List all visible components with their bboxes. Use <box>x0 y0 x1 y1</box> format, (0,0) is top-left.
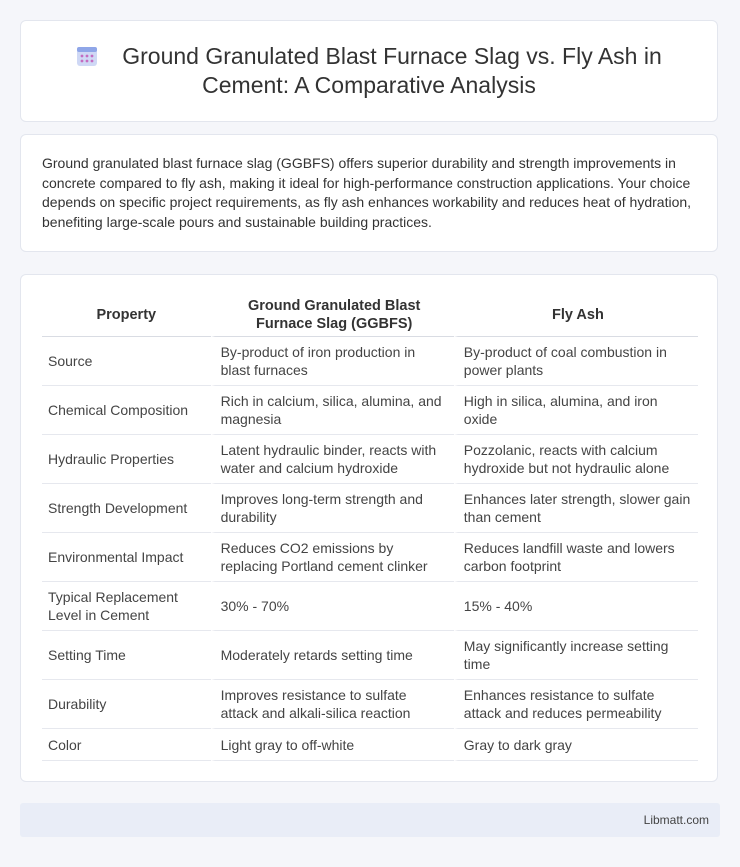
footer-site-link[interactable]: Libmatt.com <box>643 813 709 827</box>
table-row <box>42 631 698 680</box>
title-card <box>20 20 718 122</box>
fly-ash-cell: By-product of coal combustion in power plants <box>454 337 698 386</box>
header-property: Property <box>42 294 211 337</box>
ggbfs-cell: Light gray to off-white <box>211 729 454 761</box>
fly-ash-cell: Pozzolanic, reacts with calcium hydroxide but not hydraulic alone <box>454 435 698 484</box>
fly-ash-cell: 15% - 40% <box>454 582 698 631</box>
property-cell: Typical Replacement Level in Cement <box>42 582 211 631</box>
calendar-grid-icon <box>76 45 98 67</box>
property-cell: Source <box>42 337 211 386</box>
header-fly-ash: Fly Ash <box>454 294 698 337</box>
ggbfs-cell: Reduces CO2 emissions by replacing Portland cement clinker <box>211 533 454 582</box>
page-title-wrap <box>51 42 687 100</box>
property-cell: Hydraulic Properties <box>42 435 211 484</box>
property-cell: Setting Time <box>42 631 211 680</box>
fly-ash-cell: High in silica, alumina, and iron oxide <box>454 386 698 435</box>
comparison-table <box>42 294 698 761</box>
comparison-table-card <box>20 274 718 782</box>
table-row <box>42 533 698 582</box>
table-row <box>42 729 698 761</box>
ggbfs-cell: 30% - 70% <box>211 582 454 631</box>
intro-card <box>20 134 718 252</box>
table-header-row <box>42 294 698 337</box>
fly-ash-cell: May significantly increase setting time <box>454 631 698 680</box>
intro-text: Ground granulated blast furnace slag (GGBFS) offers superior durability and strength improvements in concrete compared to fly ash, making it ideal for high-performance construction applications. Your choice depends on specific project requirements, as fly ash enhances workability and reduces heat of hydration, benefiting large-scale pours and sustainable building practices. <box>42 155 692 230</box>
property-cell: Durability <box>42 680 211 729</box>
ggbfs-cell: By-product of iron production in blast furnaces <box>211 337 454 386</box>
table-row <box>42 435 698 484</box>
table-row <box>42 680 698 729</box>
property-cell: Strength Development <box>42 484 211 533</box>
property-cell: Chemical Composition <box>42 386 211 435</box>
table-row <box>42 386 698 435</box>
header-ggbfs: Ground Granulated Blast Furnace Slag (GGBFS) <box>211 294 454 337</box>
fly-ash-cell: Enhances later strength, slower gain than cement <box>454 484 698 533</box>
ggbfs-cell: Moderately retards setting time <box>211 631 454 680</box>
fly-ash-cell: Gray to dark gray <box>454 729 698 761</box>
table-row <box>42 337 698 386</box>
table-row <box>42 582 698 631</box>
fly-ash-cell: Enhances resistance to sulfate attack and reduces permeability <box>454 680 698 729</box>
page-title: Ground Granulated Blast Furnace Slag vs. Fly Ash in Cement: A Comparative Analysis <box>122 43 662 98</box>
ggbfs-cell: Improves resistance to sulfate attack and alkali-silica reaction <box>211 680 454 729</box>
ggbfs-cell: Rich in calcium, silica, alumina, and magnesia <box>211 386 454 435</box>
property-cell: Environmental Impact <box>42 533 211 582</box>
table-row <box>42 484 698 533</box>
property-cell: Color <box>42 729 211 761</box>
fly-ash-cell: Reduces landfill waste and lowers carbon footprint <box>454 533 698 582</box>
footer-bar <box>20 803 720 837</box>
ggbfs-cell: Latent hydraulic binder, reacts with water and calcium hydroxide <box>211 435 454 484</box>
ggbfs-cell: Improves long-term strength and durability <box>211 484 454 533</box>
